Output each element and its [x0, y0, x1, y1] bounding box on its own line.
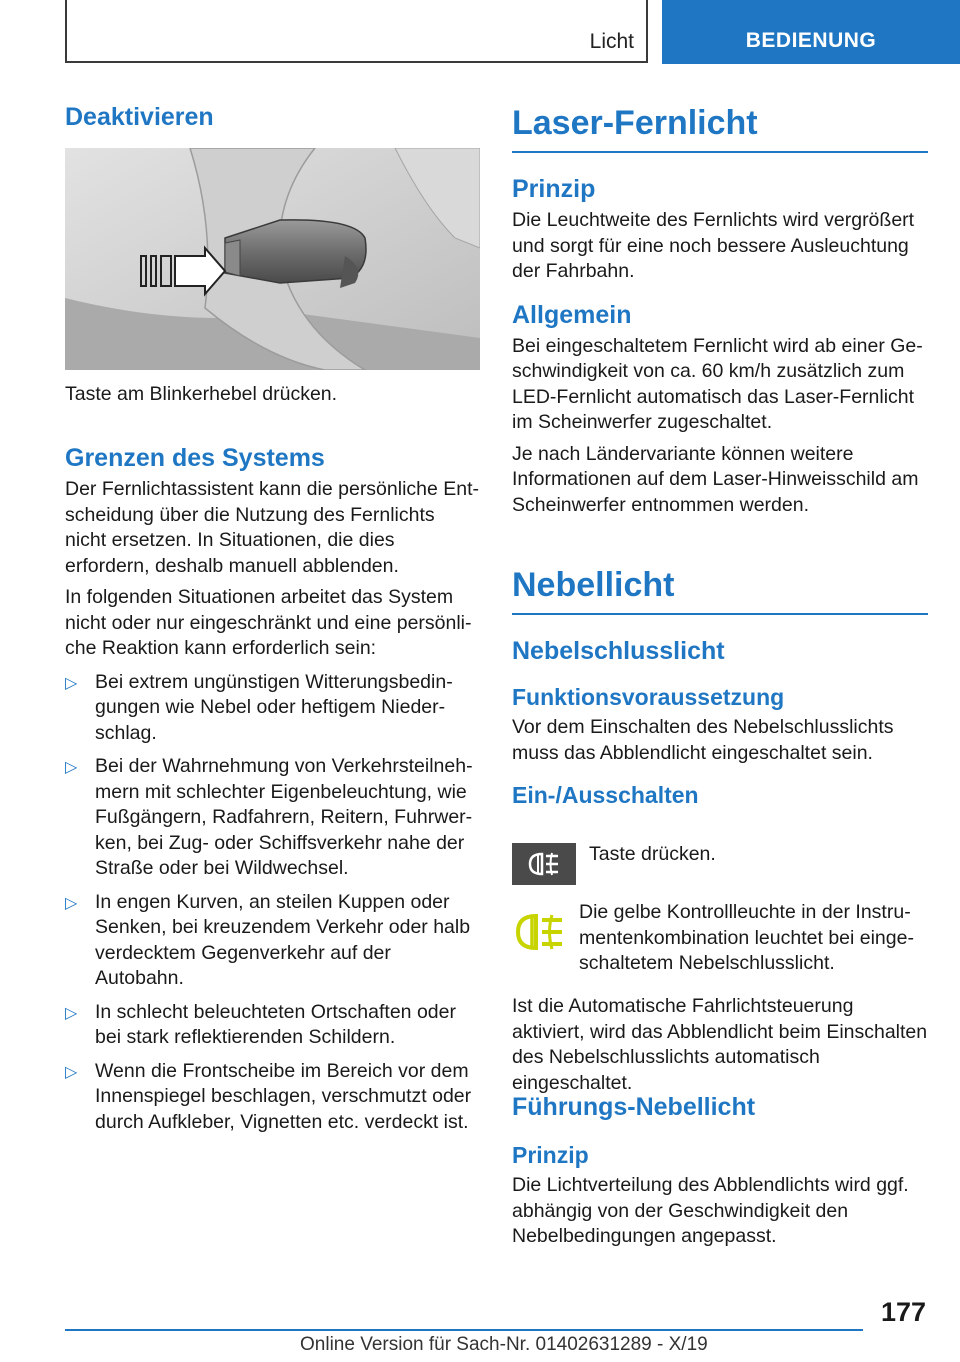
- laser-section: [512, 104, 928, 518]
- funktionsvoraussetzung-heading: Funktionsvoraussetzung: [512, 684, 785, 710]
- laser-prinzip-heading: Prinzip: [512, 175, 596, 203]
- laser-heading: Laser-Fernlicht: [512, 104, 928, 153]
- turn-signal-lever-photo: [65, 148, 480, 370]
- list-item: ▷ Bei der Wahrnehmung von Verkehrsteilnehmern mit schlechter Eigenbeleuchtung, wie Fußgängern, Radfahrern, Reitern, Fuhrwerken, bei Zug- oder Schiffsverkehr nahe der Straße oder bei Wildwechsel.: [65, 755, 473, 879]
- header-chapter-tab: BEDIENUNG: [662, 0, 960, 64]
- page-number: 177: [880, 1297, 926, 1327]
- grenzen-heading: Grenzen des Systems: [65, 444, 325, 472]
- list-item: ▷ In engen Kurven, an steilen Kuppen oder Senken, bei kreuzendem Verkehr oder halb verdecktem Gegenverkehr auf der Autobahn.: [65, 890, 471, 989]
- laser-allgemein-text-2: Je nach Ländervariante können weitere Informationen auf dem Laser-Hinweisschild am Scheinwerfer entnommen werden.: [512, 442, 919, 516]
- rear-fog-button-icon: [512, 843, 576, 885]
- nebellicht-heading: Nebellicht: [512, 566, 928, 615]
- fuehrung-section: [512, 1093, 928, 1250]
- fuehrungs-nebellicht-heading: Führungs-Nebellicht: [512, 1093, 756, 1121]
- list-item: ▷ Wenn die Frontscheibe im Bereich vor dem Innenspiegel beschlagen, verschmutzt oder durch Aufkleber, Vignetten etc. verdeckt ist.: [65, 1059, 472, 1133]
- deaktivieren-caption: Taste am Blinkerhebel drücken.: [65, 383, 338, 405]
- deaktivieren-heading: Deaktivieren: [65, 103, 214, 131]
- laser-prinzip-text: Die Leuchtweite des Fernlichts wird vergrößert und sorgt für eine noch bessere Ausleuchtung der Fahrbahn.: [512, 209, 915, 282]
- grenzen-section: [65, 444, 480, 1135]
- grenzen-para-1: Der Fernlichtassistent kann die persönliche Entscheidung über die Nutzung des Fernlichts nicht ersetzen. In Situationen, die dies erfordern, deshalb manuell abblenden.: [65, 478, 480, 577]
- grenzen-para-2: In folgenden Situationen arbeitet das System nicht oder nur eingeschränkt und eine persönliche Reaktion kann erforderlich sein:: [65, 586, 472, 659]
- nebel-section: [512, 566, 928, 809]
- laser-allgemein-text-1: Bei eingeschaltetem Fernlicht wird ab einer Geschwindigkeit von ca. 60 km/h zusätzlich zum LED-Fernlicht automatisch das Laser-Fernlicht im Scheinwerfer zugeschaltet.: [512, 334, 923, 433]
- funktion-text: Vor dem Einschalten des Nebelschlusslichts muss das Abblendlicht eingeschaltet sein.: [512, 716, 894, 764]
- nebelschlusslicht-heading: Nebelschlusslicht: [512, 637, 725, 665]
- rear-fog-indicator-icon: [512, 910, 568, 954]
- fuehrung-prinzip-text: Die Lichtverteilung des Abblendlichts wird ggf. abhängig von der Geschwindigkeit den Nebelbedingungen angepasst.: [512, 1174, 909, 1247]
- bullet-triangle-icon: ▷: [65, 759, 78, 776]
- bullet-triangle-icon: ▷: [65, 894, 78, 912]
- laser-allgemein-heading: Allgemein: [512, 300, 632, 329]
- indicator-text: Die gelbe Kontrollleuchte in der Instrumentenkombination leuchtet bei eingeschaltetem Nebelschlusslicht.: [579, 901, 914, 974]
- ein-ausschalten-heading: Ein-/Ausschalten: [512, 782, 699, 808]
- bullet-triangle-icon: ▷: [65, 1063, 78, 1081]
- list-item: ▷ In schlecht beleuchteten Ortschaften oder bei stark reflektierenden Schildern.: [65, 1000, 456, 1048]
- grenzen-bullet-list: [65, 670, 480, 1136]
- header-frame: [65, 0, 648, 63]
- list-item: ▷ Bei extrem ungünstigen Witterungsbedingungen wie Nebel oder heftigem Niederschlag.: [65, 670, 453, 744]
- fuehrung-prinzip-heading: Prinzip: [512, 1142, 589, 1168]
- header-section-title: Licht: [589, 30, 634, 53]
- lever-illustration: [65, 148, 480, 370]
- bullet-triangle-icon: ▷: [65, 1004, 78, 1022]
- button-instruction: Taste drücken.: [589, 843, 716, 865]
- bullet-triangle-icon: ▷: [65, 674, 78, 692]
- footer-divider: [65, 1329, 863, 1331]
- auto-light-text: Ist die Automatische Fahrlichtsteuerung aktiviert, wird das Abblendlicht beim Einschalten des Nebelschlusslichts automatisch eingeschaltet.: [512, 995, 928, 1094]
- footer-online-version: Online Version für Sach-Nr. 01402631289 - X/19: [300, 1334, 708, 1355]
